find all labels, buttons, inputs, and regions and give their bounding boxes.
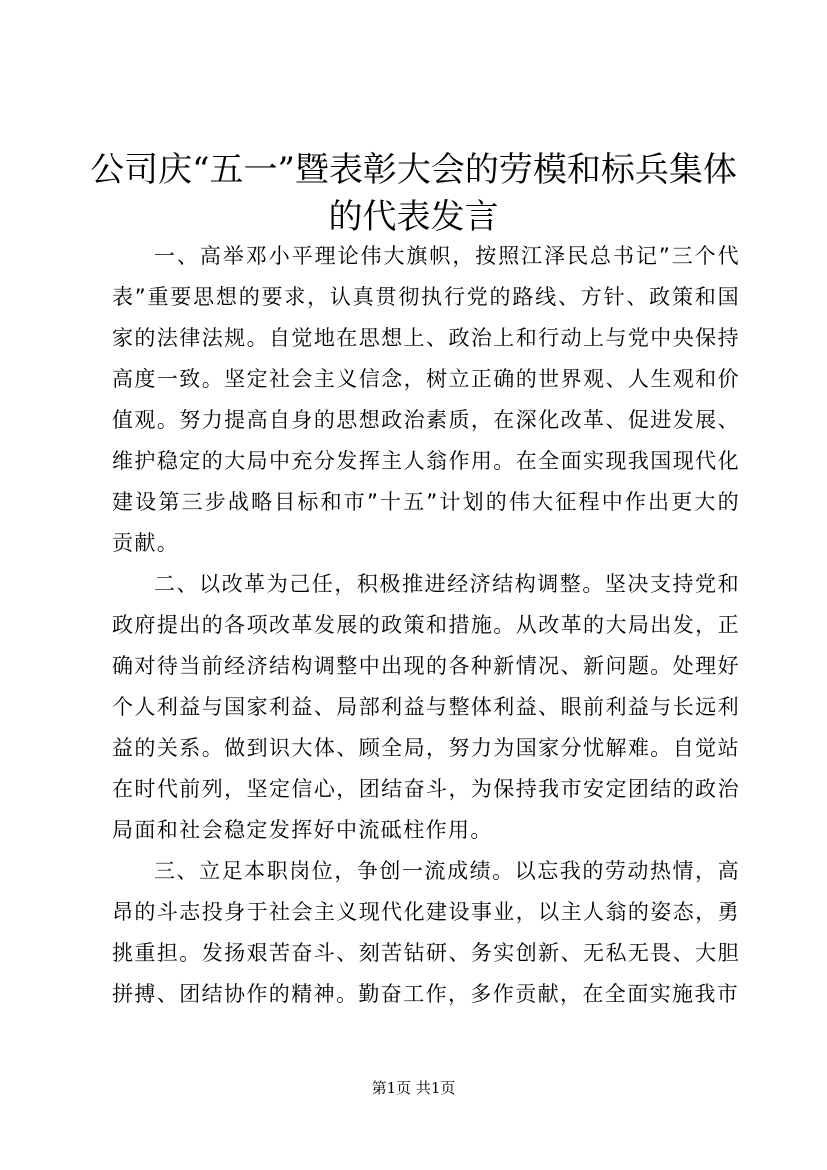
paragraph-3: 三、立足本职岗位，争创一流成绩。以忘我的劳动热情，高昂的斗志投身于社会主义现代化建设事业，以主人翁的姿态，勇挑重担。发扬艰苦奋斗、刻苦钻研、务实创新、无私无畏、大胆拼搏、团结协作的精神。勤奋工作，多作贡献，在全面实施我市 <box>112 859 740 1006</box>
paragraph-2: 二、以改革为己任，积极推进经济结构调整。坚决支持党和政府提出的各项改革发展的政策和措施。从改革的大局出发，正确对待当前经济结构调整中出现的各种新情况、新问题。处理好个人利益与国家利益、局部利益与整体利益、眼前利益与长远利益的关系。做到识大体、顾全局，努力为国家分忧解难。自觉站在时代前列，坚定信心，团结奋斗，为保持我市安定团结的政治局面和社会稳定发挥好中流砥柱作用。 <box>112 572 740 842</box>
paragraph-1: 一、高举邓小平理论伟大旗帜，按照江泽民总书记”三个代表”重要思想的要求，认真贯彻执行党的路线、方针、政策和国家的法律法规。自觉地在思想上、政治上和行动上与党中央保持高度一致。坚定社会主义信念，树立正确的世界观、人生观和价值观。努力提高自身的思想政治素质，在深化改革、促进发展、维护稳定的大局中充分发挥主人翁作用。在全面实现我国现代化建设第三步战略目标和市”十五”计划的伟大征程中作出更大的贡献。 <box>112 244 740 555</box>
document-body <box>112 236 740 1015</box>
page-footer: 第1页 共1页 <box>371 1079 456 1097</box>
title-line-2: 的代表发言 <box>328 197 499 237</box>
title-line-1: 公司庆“五一”暨表彰大会的劳模和标兵集体 <box>90 150 737 190</box>
document-title <box>0 147 827 241</box>
